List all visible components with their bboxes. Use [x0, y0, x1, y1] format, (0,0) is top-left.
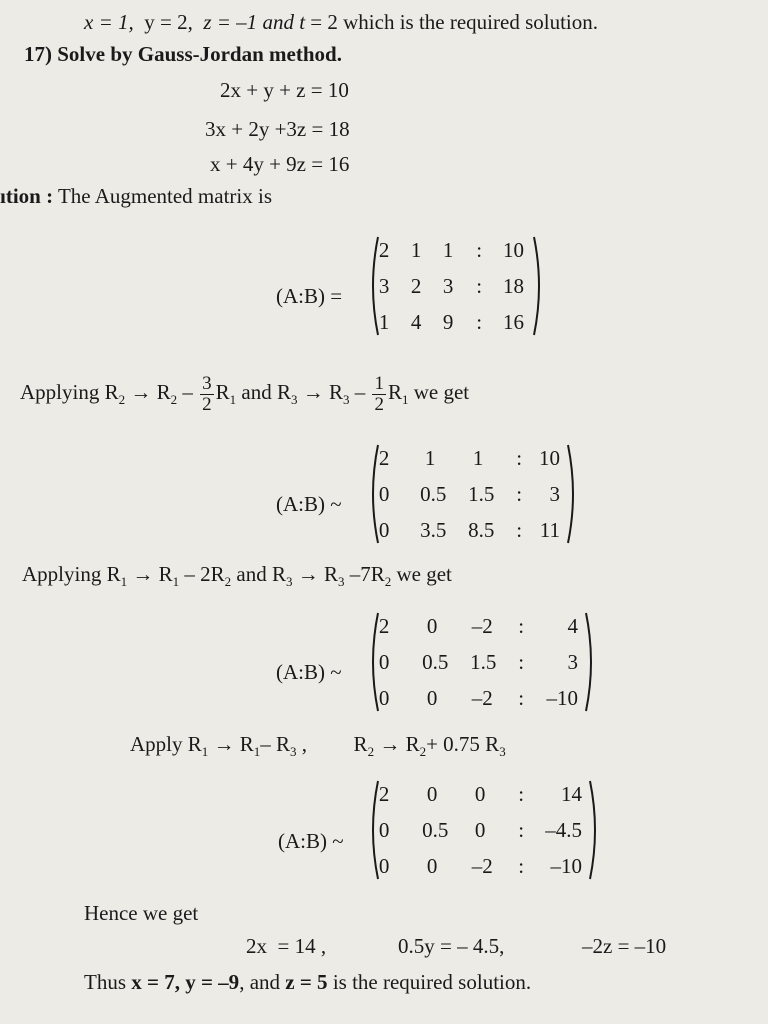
- matrix-cell: :: [518, 854, 525, 878]
- matrix-cell: 1: [442, 238, 454, 262]
- word-and: and: [262, 10, 294, 34]
- matrix-1-label: (A:B) =: [276, 284, 343, 308]
- result-x: 2x = 14 ,: [246, 934, 327, 958]
- matrix-cell: 0: [378, 686, 390, 710]
- matrix-cell: 3: [442, 274, 454, 298]
- matrix-cell: 2: [378, 782, 390, 806]
- matrix-cell: –10: [550, 854, 582, 878]
- matrix-cell: 0: [378, 818, 390, 842]
- matrix-cell: 2: [378, 614, 390, 638]
- line0-rest: = 2 which is the required solution.: [305, 10, 598, 34]
- result-y: 0.5y = – 4.5,: [398, 934, 505, 958]
- matrix-cell: –2: [471, 614, 493, 638]
- matrix-cell: :: [518, 782, 525, 806]
- fraction-1-2: $\frac{1}{2}$: [374, 372, 384, 415]
- matrix-4: [366, 778, 602, 882]
- solution-intro: [0, 184, 272, 208]
- equation-2: 3x + 2y +3z = 18: [205, 117, 350, 141]
- matrix-cell: :: [516, 482, 523, 506]
- matrix-cell: 14: [561, 782, 582, 806]
- matrix-cell: 0: [474, 782, 486, 806]
- matrix-cell: 0.5: [422, 818, 449, 842]
- matrix-cell: :: [516, 518, 523, 542]
- value-y: y = 2,: [144, 10, 193, 34]
- hence-text: Hence we get: [84, 901, 199, 925]
- matrix-cell: –4.5: [545, 818, 582, 842]
- matrix-cell: 0: [426, 614, 438, 638]
- step-2-text: Applying $R_1 \to R_1 - 2R_2$ and $R_3 \to R_3$ $-7R_2$ we get: [22, 562, 452, 589]
- matrix-cell: :: [518, 614, 525, 638]
- matrix-cell: 3: [567, 650, 578, 674]
- matrix-cell: 0: [426, 854, 438, 878]
- solution-intro-text: The Augmented matrix is: [53, 184, 273, 208]
- matrix-cell: –2: [471, 686, 493, 710]
- matrix-cell: :: [518, 818, 525, 842]
- matrix-cell: 0: [474, 818, 486, 842]
- matrix-cell: 11: [539, 518, 560, 542]
- matrix-3: [366, 610, 598, 714]
- matrix-cell: 2: [378, 446, 390, 470]
- matrix-4-label: (A:B) ~: [278, 829, 344, 853]
- matrix-cell: 0: [378, 518, 390, 542]
- matrix-cell: 3.5: [420, 518, 447, 542]
- result-z: –2z = –10: [582, 934, 667, 958]
- step-1-text: Applying $R_2 \to R_2$ – $\frac{3}{2}$ $R_1$ and $R_3 \to R_3$ – $\frac{1}{2}$ $R_1$ we get: [20, 372, 470, 415]
- matrix-cell: 0: [426, 782, 438, 806]
- matrix-cell: :: [476, 310, 483, 334]
- matrix-cell: 4: [410, 310, 422, 334]
- matrix-1: [366, 234, 546, 338]
- matrix-3-label: (A:B) ~: [276, 660, 342, 684]
- matrix-cell: :: [518, 650, 525, 674]
- matrix-cell: 1: [472, 446, 484, 470]
- matrix-cell: 1: [424, 446, 436, 470]
- step-3-text: Apply $R_1 \to R_1-$ $R_3$ , $R_2 \to R_2+ 0.75$ $R_3$: [130, 732, 506, 759]
- matrix-cell: 3: [378, 274, 390, 298]
- matrix-cell: 2: [378, 238, 390, 262]
- matrix-cell: 0: [378, 854, 390, 878]
- matrix-cell: –2: [471, 854, 493, 878]
- matrix-cell: 1.5: [468, 482, 495, 506]
- matrix-cell: 18: [503, 274, 524, 298]
- matrix-cell: :: [518, 686, 525, 710]
- matrix-cell: 0: [378, 482, 390, 506]
- matrix-cell: :: [516, 446, 523, 470]
- matrix-cell: 4: [567, 614, 578, 638]
- fraction-3-2: $\frac{3}{2}$: [202, 372, 212, 415]
- matrix-cell: 1.5: [470, 650, 497, 674]
- matrix-cell: 10: [503, 238, 524, 262]
- matrix-2: [366, 442, 580, 546]
- matrix-cell: 10: [539, 446, 560, 470]
- previous-solution-line: [84, 10, 598, 34]
- matrix-cell: 8.5: [468, 518, 495, 542]
- problem-heading: 17) Solve by Gauss-Jordan method.: [24, 42, 342, 66]
- value-z: z = –1: [203, 10, 258, 34]
- matrix-cell: 1: [410, 238, 422, 262]
- solution-label: ıtion :: [0, 184, 54, 208]
- matrix-cell: 3: [549, 482, 560, 506]
- matrix-2-label: (A:B) ~: [276, 492, 342, 516]
- matrix-cell: 16: [503, 310, 524, 334]
- matrix-cell: 1: [378, 310, 390, 334]
- matrix-cell: 0: [378, 650, 390, 674]
- matrix-cell: 0.5: [420, 482, 447, 506]
- var-x: x: [84, 10, 94, 34]
- matrix-cell: –10: [546, 686, 578, 710]
- equation-3: x + 4y + 9z = 16: [210, 152, 350, 176]
- value-x: = 1,: [93, 10, 134, 34]
- matrix-cell: 0: [426, 686, 438, 710]
- matrix-cell: 2: [410, 274, 422, 298]
- matrix-cell: :: [476, 238, 483, 262]
- matrix-cell: 9: [442, 310, 454, 334]
- final-solution: Thus x = 7, y = –9, and z = 5 is the required solution.: [84, 970, 532, 994]
- matrix-cell: 0.5: [422, 650, 449, 674]
- var-t: t: [299, 10, 306, 34]
- matrix-cell: :: [476, 274, 483, 298]
- equation-1: 2x + y + z = 10: [220, 78, 349, 102]
